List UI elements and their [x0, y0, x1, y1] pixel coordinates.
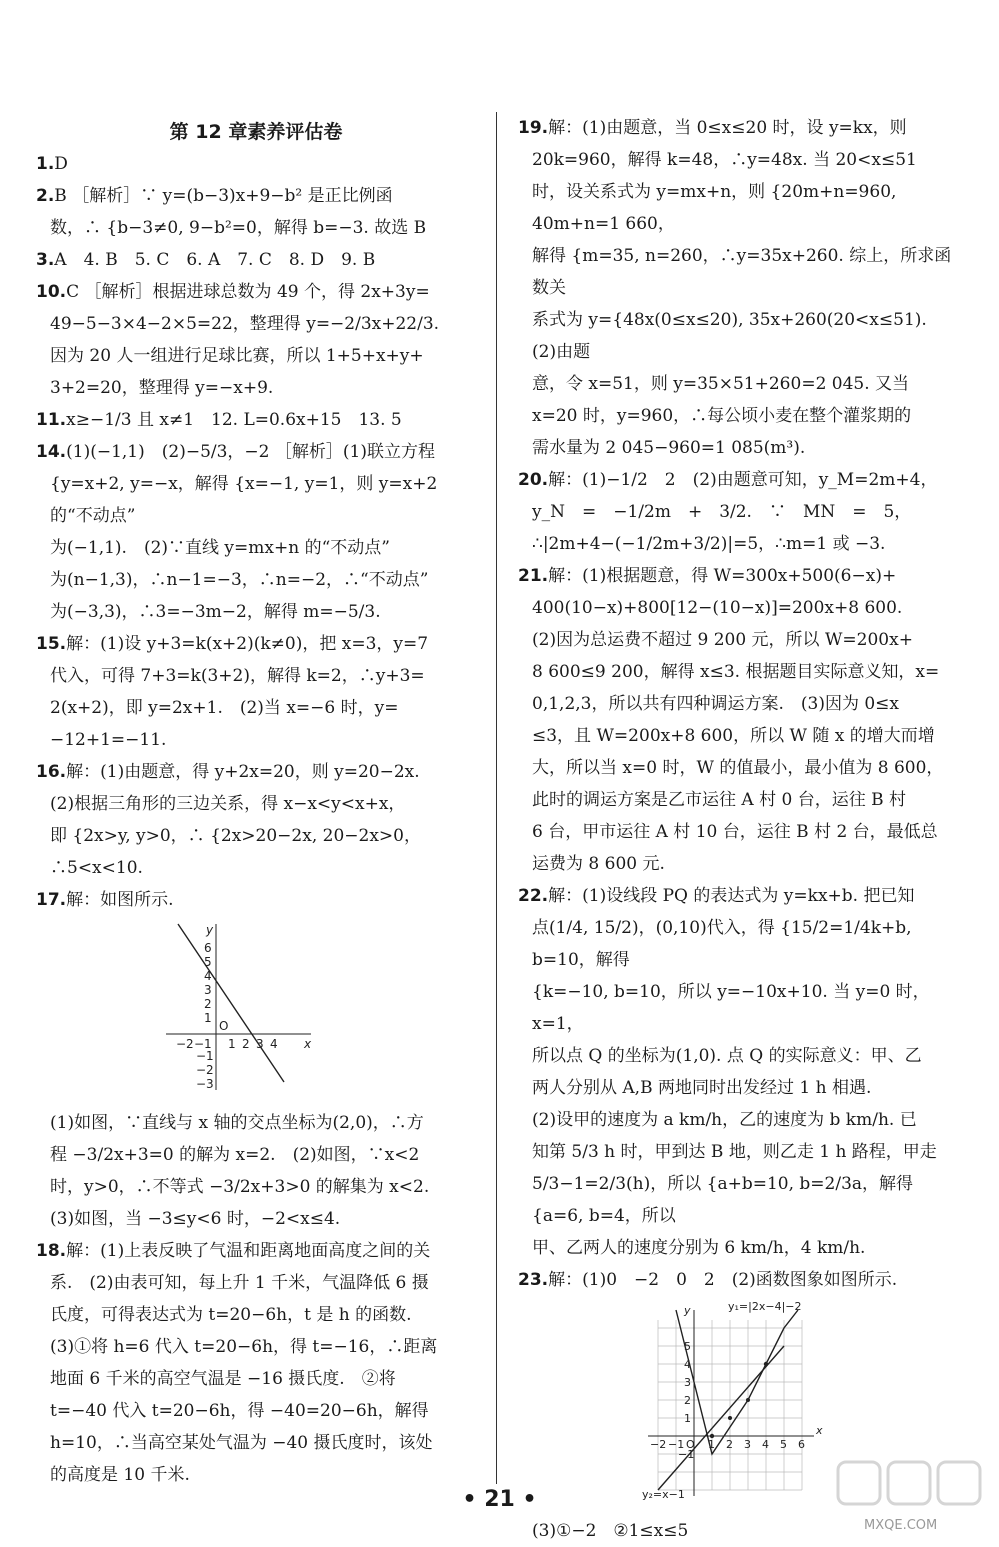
- answer-text: 解：(1)设线段 PQ 的表达式为 y=kx+b. 把已知: [548, 886, 915, 906]
- answer-text: h=10，∴当高空某处气温为 −40 摄氏度时，该处: [50, 1433, 433, 1453]
- x-tick: 2: [242, 1037, 250, 1051]
- x-tick: 4: [270, 1037, 278, 1051]
- question-number: 18.: [36, 1241, 67, 1261]
- answer-text: t=−40 代入 t=20−6h，得 −40=20−6h，解得: [50, 1401, 429, 1421]
- answer-text: ∴|2m+4−(−1/2m+3/2)|=5，∴m=1 或 −3.: [532, 534, 886, 554]
- y-tick: 3: [204, 983, 212, 997]
- answer-line: [36, 1107, 476, 1139]
- x-axis-label: x: [304, 1037, 312, 1051]
- absolute-value-function-graph: [628, 1300, 828, 1500]
- answer-line: [518, 1040, 958, 1072]
- answer-line: [518, 816, 958, 848]
- answer-line: [36, 1267, 476, 1299]
- answer-text: 为(n−1,3)，∴n−1=−3，∴n=−2，∴“不动点”: [50, 570, 429, 590]
- answer-line: [36, 1235, 476, 1267]
- answer-line: [36, 788, 476, 820]
- question-number: 16.: [36, 762, 67, 782]
- plot-point: [728, 1416, 732, 1420]
- answer-text: x≥−1/3 且 x≠1 12. L=0.6x+15 13. 5: [66, 410, 402, 430]
- answer-text: 知第 5/3 h 时，甲到达 B 地，则乙走 1 h 路程，甲走: [532, 1142, 937, 1162]
- answer-line: [36, 276, 476, 308]
- y-tick: 4: [684, 1358, 691, 1371]
- answer-text: (2)根据三角形的三边关系，得 x−x<y<x+x，: [50, 794, 406, 814]
- answer-text: (3)如图，当 −3≤y<6 时，−2<x≤4.: [50, 1209, 341, 1229]
- y-tick: 5: [684, 1340, 691, 1353]
- answer-text: 6 台，甲市运往 A 村 10 台，运往 B 村 2 台，最低总: [532, 822, 938, 842]
- question-number: 14.: [36, 442, 67, 462]
- watermark-text: MXQE.COM: [864, 1518, 938, 1533]
- question-number: 2.: [36, 186, 55, 206]
- answer-text: 解：(1)0 −2 0 2 (2)函数图象如图所示.: [548, 1270, 898, 1290]
- answer-text: {y=x+2, y=−x，解得 {x=−1, y=1，则 y=x+2 的“不动点”: [50, 474, 438, 526]
- answer-line: [36, 436, 476, 468]
- answer-line: [36, 564, 476, 596]
- answer-line: [518, 592, 958, 624]
- origin-label: O: [219, 1019, 229, 1033]
- y-tick: 3: [684, 1376, 691, 1389]
- plot-point: [746, 1398, 750, 1402]
- answer-line: [36, 340, 476, 372]
- line-y-equals-neg-three-halves-x-plus-3: [178, 924, 284, 1082]
- answer-line: [518, 880, 958, 912]
- answer-text: 两人分别从 A,B 两地同时出发经过 1 h 相遇.: [532, 1078, 872, 1098]
- y-tick: 4: [204, 969, 212, 983]
- answer-text: 时，y>0，∴不等式 −3/2x+3>0 的解集为 x<2.: [50, 1177, 430, 1197]
- answer-text: B ［解析］∵ y=(b−3)x+9−b² 是正比例函: [54, 186, 393, 206]
- question-number: 23.: [518, 1270, 549, 1290]
- answer-text: 为(−3,3)，∴3=−3m−2，解得 m=−5/3.: [50, 602, 381, 622]
- answer-text: 系. (2)由表可知，每上升 1 千米，气温降低 6 摄: [50, 1273, 429, 1293]
- y-tick: 1: [684, 1412, 691, 1425]
- answer-text: 解：(1)根据题意，得 W=300x+500(6−x)+: [548, 566, 897, 586]
- answer-text: A 4. B 5. C 6. A 7. C 8. D 9. B: [54, 250, 376, 270]
- x-tick: −2: [176, 1037, 194, 1051]
- answer-line: [36, 660, 476, 692]
- answer-line: [36, 404, 476, 436]
- answer-line: [36, 724, 476, 756]
- x-tick: 5: [780, 1438, 787, 1451]
- answer-text: (1)如图，∵直线与 x 轴的交点坐标为(2,0)，∴方: [50, 1113, 424, 1133]
- y-axis-label: y: [206, 923, 214, 937]
- column-divider: [496, 112, 497, 1484]
- answer-text: 即 {2x>y, y>0，∴ {2x>20−2x, 20−2x>0，∴5<x<10.: [50, 826, 421, 878]
- answer-text: (2)设甲的速度为 a km/h，乙的速度为 b km/h. 已: [532, 1110, 917, 1130]
- answer-line: [518, 176, 958, 240]
- answer-text: 解：(1)上表反映了气温和距离地面高度之间的关: [66, 1241, 431, 1261]
- answer-text: 的高度是 10 千米.: [50, 1465, 190, 1485]
- answer-line: [518, 240, 958, 304]
- answer-text: 运费为 8 600 元.: [532, 854, 665, 874]
- question-number: 15.: [36, 634, 67, 654]
- question-number: 11.: [36, 410, 67, 430]
- answer-text: 解：(1)由题意，当 0≤x≤20 时，设 y=kx，则: [548, 118, 907, 138]
- answer-text: 为(−1,1). (2)∵直线 y=mx+n 的“不动点”: [50, 538, 390, 558]
- answer-text: 2(x+2)，即 y=2x+1. (2)当 x=−6 时，y=: [50, 698, 399, 718]
- answer-line: [36, 884, 476, 916]
- answer-line: [518, 304, 958, 368]
- answer-line: [518, 912, 958, 976]
- y-tick: 6: [204, 941, 212, 955]
- y-tick: 5: [204, 955, 212, 969]
- answer-text: 400(10−x)+800[12−(10−x)]=200x+8 600.: [532, 598, 903, 618]
- answer-text: y_N = −1/2m + 3/2. ∵ MN = 5，: [532, 502, 912, 522]
- answer-line: [518, 496, 958, 528]
- page-number: • 21 •: [462, 1487, 537, 1512]
- answer-line: [36, 820, 476, 884]
- answer-text: 系式为 y={48x(0≤x≤20), 35x+260(20<x≤51). (2)由题: [532, 310, 944, 362]
- answer-line: [36, 1139, 476, 1171]
- answer-line: [518, 1136, 958, 1168]
- answer-line: [518, 432, 958, 464]
- y-tick: 2: [204, 997, 212, 1011]
- y-tick: 2: [684, 1394, 691, 1407]
- answer-text: 意，令 x=51，则 y=35×51+260=2 045. 又当: [532, 374, 910, 394]
- x-axis-label: x: [816, 1424, 823, 1437]
- answer-line: [36, 308, 476, 340]
- answer-line: [518, 560, 958, 592]
- answer-line: [36, 1299, 476, 1331]
- y1-function-label: y₁=|2x−4|−2: [728, 1300, 802, 1313]
- question-number: 19.: [518, 118, 549, 138]
- answer-text: 20k=960，解得 k=48，∴y=48x. 当 20<x≤51: [532, 150, 917, 170]
- answer-line: [36, 628, 476, 660]
- answer-line: [36, 148, 476, 180]
- answer-text: C ［解析］根据进球总数为 49 个，得 2x+3y=: [66, 282, 430, 302]
- answer-text: 3+2=20，整理得 y=−x+9.: [50, 378, 274, 398]
- answer-text: 程 −3/2x+3=0 的解为 x=2. (2)如图，∵x<2: [50, 1145, 420, 1165]
- answer-line: [518, 624, 958, 656]
- answer-text: 需水量为 2 045−960=1 085(m³).: [532, 438, 806, 458]
- linear-function-graph: [166, 922, 316, 1092]
- answer-line: [36, 1203, 476, 1235]
- answer-line: [518, 848, 958, 880]
- answer-line: [36, 1395, 476, 1427]
- answer-line: [518, 528, 958, 560]
- answer-line: [36, 468, 476, 532]
- answer-line: [36, 1331, 476, 1363]
- answer-text: (1)(−1,1) (2)−5/3，−2 ［解析］(1)联立方程: [66, 442, 435, 462]
- x-tick: −2: [650, 1438, 667, 1451]
- question-number: 17.: [36, 890, 67, 910]
- answer-text: (3)①−2 ②1≤x≤5: [532, 1521, 689, 1541]
- answer-text: 地面 6 千米的高空气温是 −16 摄氏度. ②将: [50, 1369, 396, 1389]
- y-tick: −1: [196, 1049, 214, 1063]
- answer-text: 大，所以当 x=0 时，W 的值最小，最小值为 8 600，: [532, 758, 944, 778]
- x-tick: 3: [744, 1438, 751, 1451]
- answer-line: [518, 1168, 958, 1232]
- answer-line: [518, 368, 958, 400]
- answer-line: [36, 1427, 476, 1459]
- answer-line: [36, 596, 476, 628]
- answer-line: [36, 1171, 476, 1203]
- y2-function-label: y₂=x−1: [642, 1488, 685, 1500]
- left-column: [36, 112, 476, 1491]
- answer-text: 点(1/4, 15/2)，(0,10)代入，得 {15/2=1/4k+b, b=10，解得: [532, 918, 912, 970]
- answer-line: [518, 1264, 958, 1296]
- answer-text: 所以点 Q 的坐标为(1,0). 点 Q 的实际意义：甲、乙: [532, 1046, 922, 1066]
- y-tick: −1: [678, 1448, 695, 1461]
- question-number: 10.: [36, 282, 67, 302]
- answer-line: [36, 756, 476, 788]
- answer-line: [36, 212, 476, 244]
- x-tick: −1: [668, 1438, 685, 1451]
- right-column: [518, 112, 958, 1547]
- answer-line: [518, 1232, 958, 1264]
- answer-text: 解得 {m=35, n=260，∴y=35x+260. 综上，所求函数关: [532, 246, 952, 298]
- answer-text: 解：(1)设 y+3=k(x+2)(k≠0)，把 x=3，y=7: [66, 634, 429, 654]
- answer-text: 数，∴ {b−3≠0, 9−b²=0，解得 b=−3. 故选 B: [50, 218, 427, 238]
- answer-line: [518, 144, 958, 176]
- answer-line: [518, 720, 958, 752]
- intersection-point: [764, 1362, 768, 1366]
- answer-line: [518, 464, 958, 496]
- answer-text: 氏度，可得表达式为 t=20−6h，t 是 h 的函数.: [50, 1305, 412, 1325]
- answer-line: [518, 688, 958, 720]
- answer-text: x=20 时，y=960，∴每公顷小麦在整个灌浆期的: [532, 406, 912, 426]
- answer-line: [36, 180, 476, 212]
- answer-text: 49−5−3×4−2×5=22，整理得 y=−2/3x+22/3.: [50, 314, 440, 334]
- x-tick: −1: [194, 1037, 212, 1051]
- origin-label: O: [686, 1438, 695, 1451]
- answer-text: 因为 20 人一组进行足球比赛，所以 1+5+x+y+: [50, 346, 424, 366]
- x-tick: 1: [708, 1438, 715, 1451]
- answer-line: [36, 244, 476, 276]
- answer-line: [518, 1072, 958, 1104]
- question-number: 21.: [518, 566, 549, 586]
- question-number: 20.: [518, 470, 549, 490]
- answer-text: (3)①将 h=6 代入 t=20−6h，得 t=−16，∴距离: [50, 1337, 438, 1357]
- x-tick: 1: [228, 1037, 236, 1051]
- x-tick: 2: [726, 1438, 733, 1451]
- y-tick: −2: [196, 1063, 214, 1077]
- answer-line: [36, 1363, 476, 1395]
- answer-line: [518, 752, 958, 784]
- answer-line: [518, 400, 958, 432]
- page-title: 第 12 章素养评估卷: [169, 121, 343, 143]
- x-tick: 6: [798, 1438, 805, 1451]
- answer-text: 时，设关系式为 y=mx+n，则 {20m+n=960, 40m+n=1 660，: [532, 182, 897, 234]
- y-tick: −3: [196, 1077, 214, 1091]
- answer-text: {k=−10, b=10，所以 y=−10x+10. 当 y=0 时，x=1，: [532, 982, 930, 1034]
- answer-text: 0,1,2,3，所以共有四种调运方案. (3)因为 0≤x: [532, 694, 900, 714]
- answer-line: [36, 372, 476, 404]
- answer-text: ≤3，且 W=200x+8 600，所以 W 随 x 的增大而增: [532, 726, 935, 746]
- answer-text: 解：(1)由题意，得 y+2x=20，则 y=20−2x.: [66, 762, 420, 782]
- question-number: 3.: [36, 250, 55, 270]
- answer-text: 此时的调运方案是乙市运往 A 村 0 台，运往 B 村: [532, 790, 907, 810]
- answer-text: 8 600≤9 200，解得 x≤3. 根据题目实际意义知，x=: [532, 662, 940, 682]
- question-number: 22.: [518, 886, 549, 906]
- y-tick: 1: [204, 1011, 212, 1025]
- answer-line: [518, 656, 958, 688]
- answer-line: [518, 112, 958, 144]
- answer-line: [518, 1104, 958, 1136]
- x-tick: 3: [256, 1037, 264, 1051]
- answer-text: −12+1=−11.: [50, 730, 167, 750]
- answer-text: 代入，可得 7+3=k(3+2)，解得 k=2，∴y+3=: [50, 666, 425, 686]
- answer-text: 5/3−1=2/3(h)，所以 {a+b=10, b=2/3a，解得 {a=6, b=4，所以: [532, 1174, 914, 1226]
- answer-line: [518, 976, 958, 1040]
- question-number: 1.: [36, 154, 55, 174]
- answer-text: 解：(1)−1/2 2 (2)由题意可知，y_M=2m+4，: [548, 470, 938, 490]
- answer-line: [518, 784, 958, 816]
- answer-text: (2)因为总运费不超过 9 200 元，所以 W=200x+: [532, 630, 913, 650]
- answer-line: [36, 532, 476, 564]
- x-tick: 4: [762, 1438, 769, 1451]
- answer-text: D: [54, 154, 68, 174]
- answer-text: 解：如图所示.: [66, 890, 174, 910]
- answer-line: [36, 692, 476, 724]
- answer-text: 甲、乙两人的速度分别为 6 km/h，4 km/h.: [532, 1238, 866, 1258]
- y-axis-label: y: [684, 1304, 691, 1317]
